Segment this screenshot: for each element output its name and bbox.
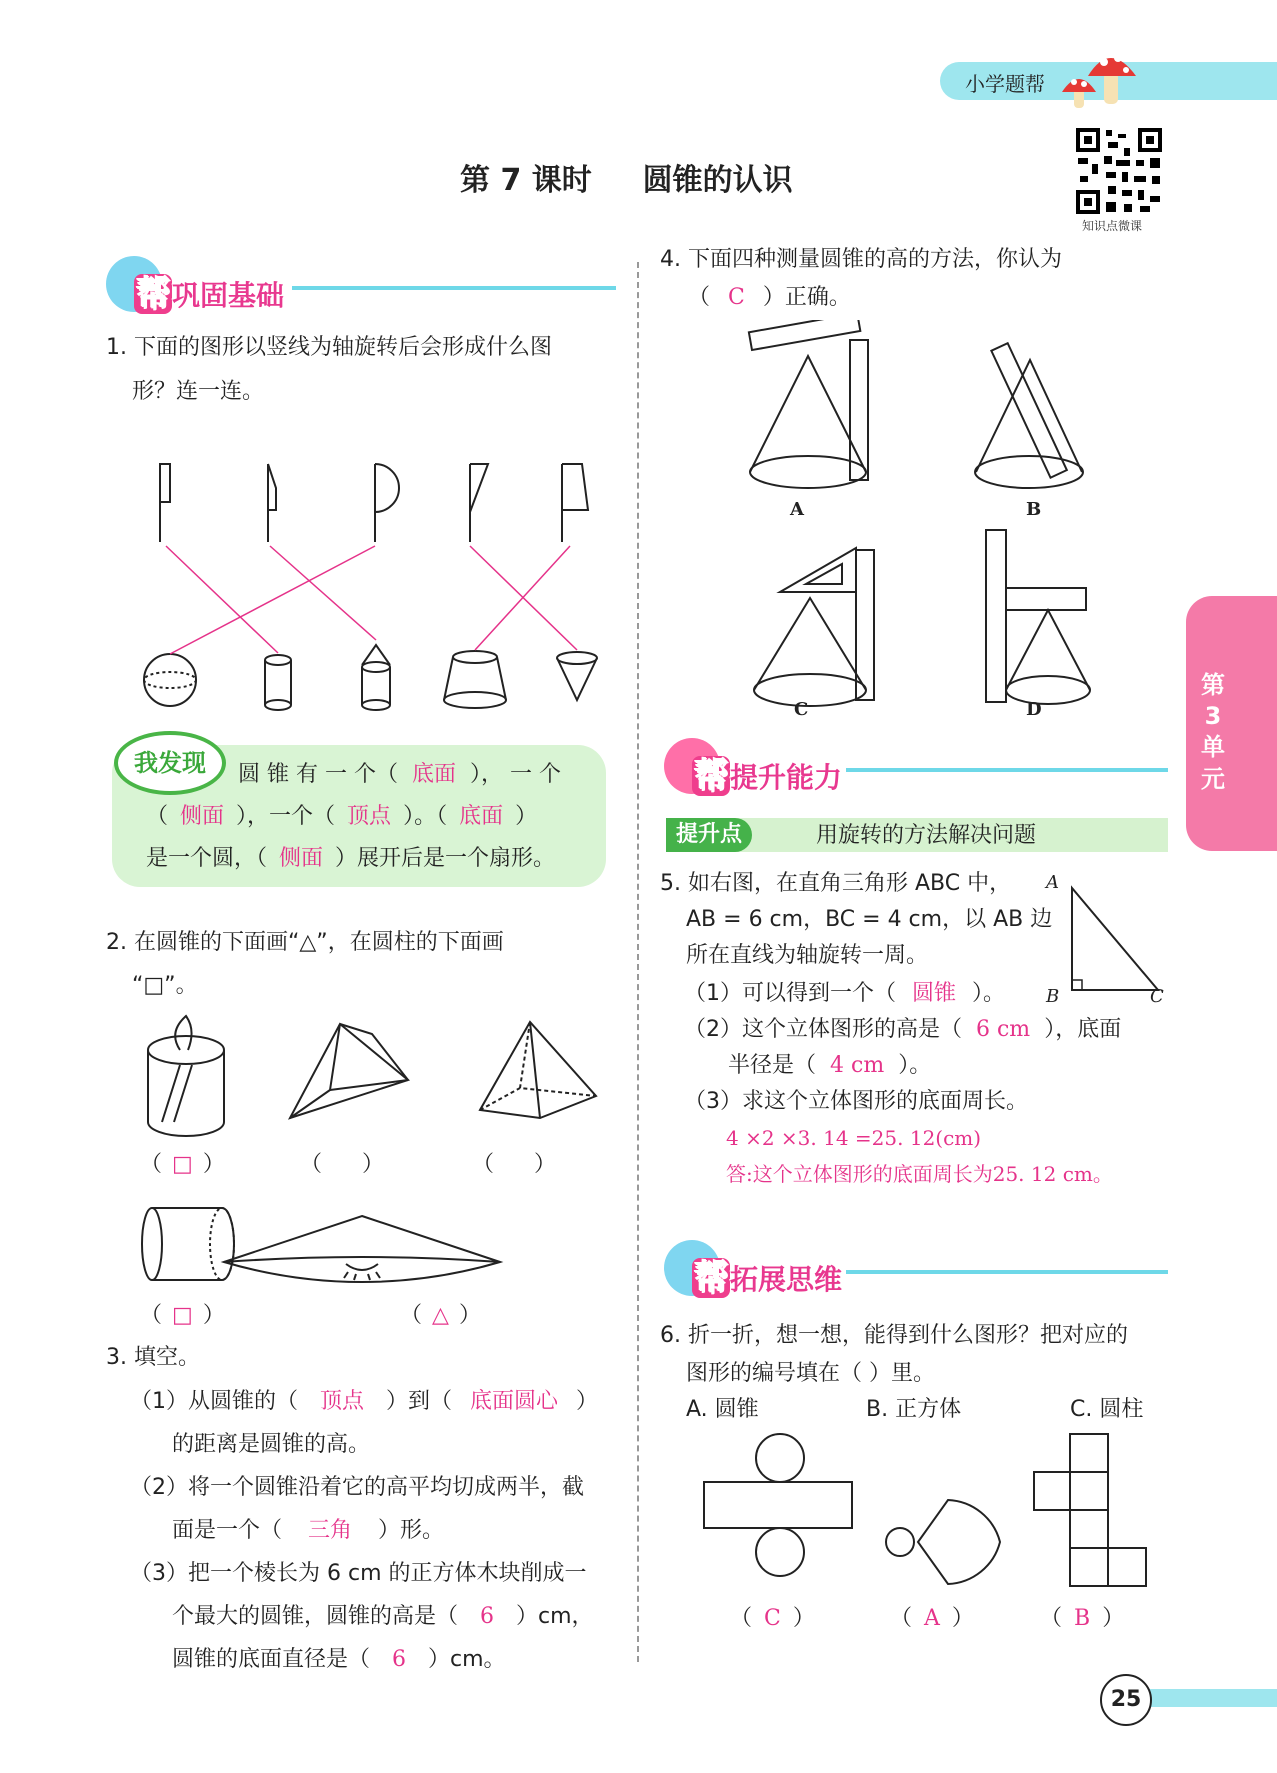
answer-lateral2: 侧面 xyxy=(279,846,324,871)
lesson-number: 第 7 课时 xyxy=(460,163,592,198)
brand-text: 小学题帮 xyxy=(965,72,1045,96)
answer-c: C xyxy=(728,285,745,310)
tri-label-c: C xyxy=(1150,986,1164,1007)
q6-option-a: A. 圆锥 xyxy=(686,1397,759,1422)
q3-part2-line2: 面是一个（ 三角 ）形。 xyxy=(172,1518,445,1543)
shape-pentagon-flag xyxy=(562,464,588,542)
pyramid xyxy=(480,1022,596,1118)
bang-badge: 帮 xyxy=(136,274,170,314)
method-d xyxy=(986,530,1090,704)
cone-net xyxy=(886,1500,1000,1584)
shape-semicircle-flag xyxy=(375,464,399,542)
section-improve-title: 提升能力 xyxy=(730,761,843,794)
q5-part2: （2）这个立体图形的高是（ 6 cm ），底面 xyxy=(684,1017,1122,1042)
answer-apex-point: 顶点 xyxy=(320,1389,365,1414)
section-expand-header: 帮拓展思维 xyxy=(664,1240,1168,1300)
lying-cylinder xyxy=(142,1208,234,1280)
unit-tab-label: 第3单元 xyxy=(1201,671,1225,793)
q1-stem-line2: 形？连一连。 xyxy=(132,379,265,404)
q3-part1-line2: 的距离是圆锥的高。 xyxy=(172,1432,371,1457)
page-title xyxy=(460,155,793,199)
solid-cone-on-cylinder xyxy=(362,645,390,710)
q6-option-c: C. 圆柱 xyxy=(1070,1397,1144,1422)
solid-frustum xyxy=(444,651,506,708)
method-c xyxy=(754,548,874,706)
q2-stem-line1: 2. 在圆锥的下面画“△”，在圆柱的下面画 xyxy=(106,930,504,955)
q4-stem-line1: 4. 下面四种测量圆锥的高的方法，你认为 xyxy=(660,247,1062,272)
candle-cylinder xyxy=(148,1016,224,1136)
q3-part1: （1）从圆锥的（ 顶点 ）到（ 底面圆心 ） xyxy=(130,1389,599,1414)
method-a xyxy=(749,320,868,488)
q6-nets xyxy=(700,1430,1160,1600)
matching-lines xyxy=(166,546,577,654)
section-basic-title: 巩固基础 xyxy=(172,279,285,312)
q4-measure-figures xyxy=(730,320,1110,720)
q6-answer-1: （ C ） xyxy=(730,1606,815,1631)
column-divider xyxy=(637,262,639,1662)
q2-answer-3: （ ） xyxy=(472,1152,557,1177)
q2-answer-1: （ □ ） xyxy=(140,1152,225,1177)
answer-base: 底面 xyxy=(411,762,456,787)
tri-label-b: B xyxy=(1046,986,1060,1007)
cube-net xyxy=(1034,1434,1146,1586)
discovery-tag: 我发现 xyxy=(114,731,226,795)
solid-sphere xyxy=(144,654,196,706)
q2-objects-row2 xyxy=(140,1196,540,1306)
answer-apex: 顶点 xyxy=(347,804,392,829)
q4-label-d: D xyxy=(1026,699,1042,720)
answer-triangle: 三角 xyxy=(308,1518,353,1543)
solid-cylinder xyxy=(265,655,291,710)
q2-stem-line2: “□”。 xyxy=(132,973,198,998)
answer-base-center: 底面圆心 xyxy=(470,1389,559,1414)
improve-point-tag: 提升点 xyxy=(666,818,752,852)
q4-label-b: B xyxy=(1026,499,1042,520)
q2-answer-4: （ □ ） xyxy=(140,1303,225,1328)
q6-line2: 图形的编号填在（ ）里。 xyxy=(686,1361,935,1386)
answer-cone: 圆锥 xyxy=(912,981,957,1006)
qr-code[interactable] xyxy=(1074,126,1164,216)
section-expand-title: 拓展思维 xyxy=(730,1263,843,1296)
page-number: 25 xyxy=(1100,1674,1152,1726)
shape-triangle-flag xyxy=(470,464,488,542)
q3-part3-line1: （3）把一个棱长为 6 cm 的正方体木块削成一 xyxy=(130,1561,587,1586)
section-basic-header xyxy=(106,256,616,316)
cylinder-net xyxy=(704,1434,852,1576)
q5-line3: 所在直线为轴旋转一周。 xyxy=(686,943,929,968)
q6-answer-2: （ A ） xyxy=(890,1606,974,1631)
q5-calculation: 4 ×2 ×3. 14 =25. 12(cm) xyxy=(726,1126,982,1150)
q3-part3-line2: 个最大的圆锥，圆锥的高是（ 6 ）cm， xyxy=(172,1604,594,1629)
q5-answer-sentence: 答:这个立体图形的底面周长为25. 12 cm。 xyxy=(726,1162,1113,1186)
improve-point-text: 用旋转的方法解决问题 xyxy=(816,823,1037,848)
q3-stem: 3. 填空。 xyxy=(106,1345,200,1370)
q3-part3-line3: 圆锥的底面直径是（ 6 ）cm。 xyxy=(172,1647,506,1672)
q2-answer-5: （ △ ） xyxy=(400,1303,481,1328)
solid-inverted-cone xyxy=(557,652,597,700)
q5-part1: （1）可以得到一个（ 圆锥 ）。 xyxy=(684,981,1006,1006)
discovery-line2: （ 侧面 ），一个（ 顶点 ）。（ 底面 ） xyxy=(146,804,538,829)
q6-line1: 6. 折一折，想一想，能得到什么图形？把对应的 xyxy=(660,1323,1128,1348)
q5-line1: 5. 如右图，在直角三角形 ABC 中， xyxy=(660,871,1012,896)
q4-stem-line2: （ C ）正确。 xyxy=(688,285,851,310)
answer-lateral: 侧面 xyxy=(180,804,225,829)
qr-caption: 知识点微课 xyxy=(1082,219,1143,233)
irregular-solid xyxy=(290,1024,408,1118)
mushroom-icon xyxy=(1060,44,1140,114)
q4-label-a: A xyxy=(790,499,804,520)
tri-label-a: A xyxy=(1046,872,1059,893)
discovery-line3: 是一个圆，（ 侧面 ）展开后是一个扇形。 xyxy=(146,846,556,871)
section-improve-header: 帮提升能力 xyxy=(664,738,1168,798)
q1-matching-figure xyxy=(130,460,610,720)
q3-part2-line1: （2）将一个圆锥沿着它的高平均切成两半，截 xyxy=(130,1475,584,1500)
answer-base2: 底面 xyxy=(459,804,504,829)
discovery-line1: 圆 锥 有 一 个（ 底面 ）， 一 个 xyxy=(238,762,561,787)
shape-trapezoid-flag xyxy=(268,464,276,542)
answer-6cm: 6 cm xyxy=(976,1017,1031,1042)
answer-diameter-6: 6 xyxy=(392,1647,407,1672)
q1-stem-line1: 1. 下面的图形以竖线为轴旋转后会形成什么图 xyxy=(106,335,552,360)
conical-hat xyxy=(224,1216,500,1282)
q5-part2-line2: 半径是（ 4 cm ）。 xyxy=(728,1053,932,1078)
lesson-title: 圆锥的认识 xyxy=(642,163,793,198)
q5-part3: （3）求这个立体图形的底面周长。 xyxy=(684,1089,1028,1114)
q6-answer-3: （ B ） xyxy=(1040,1606,1125,1631)
answer-4cm: 4 cm xyxy=(830,1053,885,1078)
q2-answer-2: （ ） xyxy=(300,1152,385,1177)
method-b xyxy=(975,343,1083,488)
q6-option-b: B. 正方体 xyxy=(866,1397,962,1422)
q4-label-c: C xyxy=(794,699,809,720)
q5-line2: AB = 6 cm，BC = 4 cm，以 AB 边 xyxy=(686,907,1053,932)
answer-height-6: 6 xyxy=(480,1604,495,1629)
q2-objects-row1 xyxy=(140,1010,610,1140)
shape-rectangle-flag xyxy=(160,464,170,542)
